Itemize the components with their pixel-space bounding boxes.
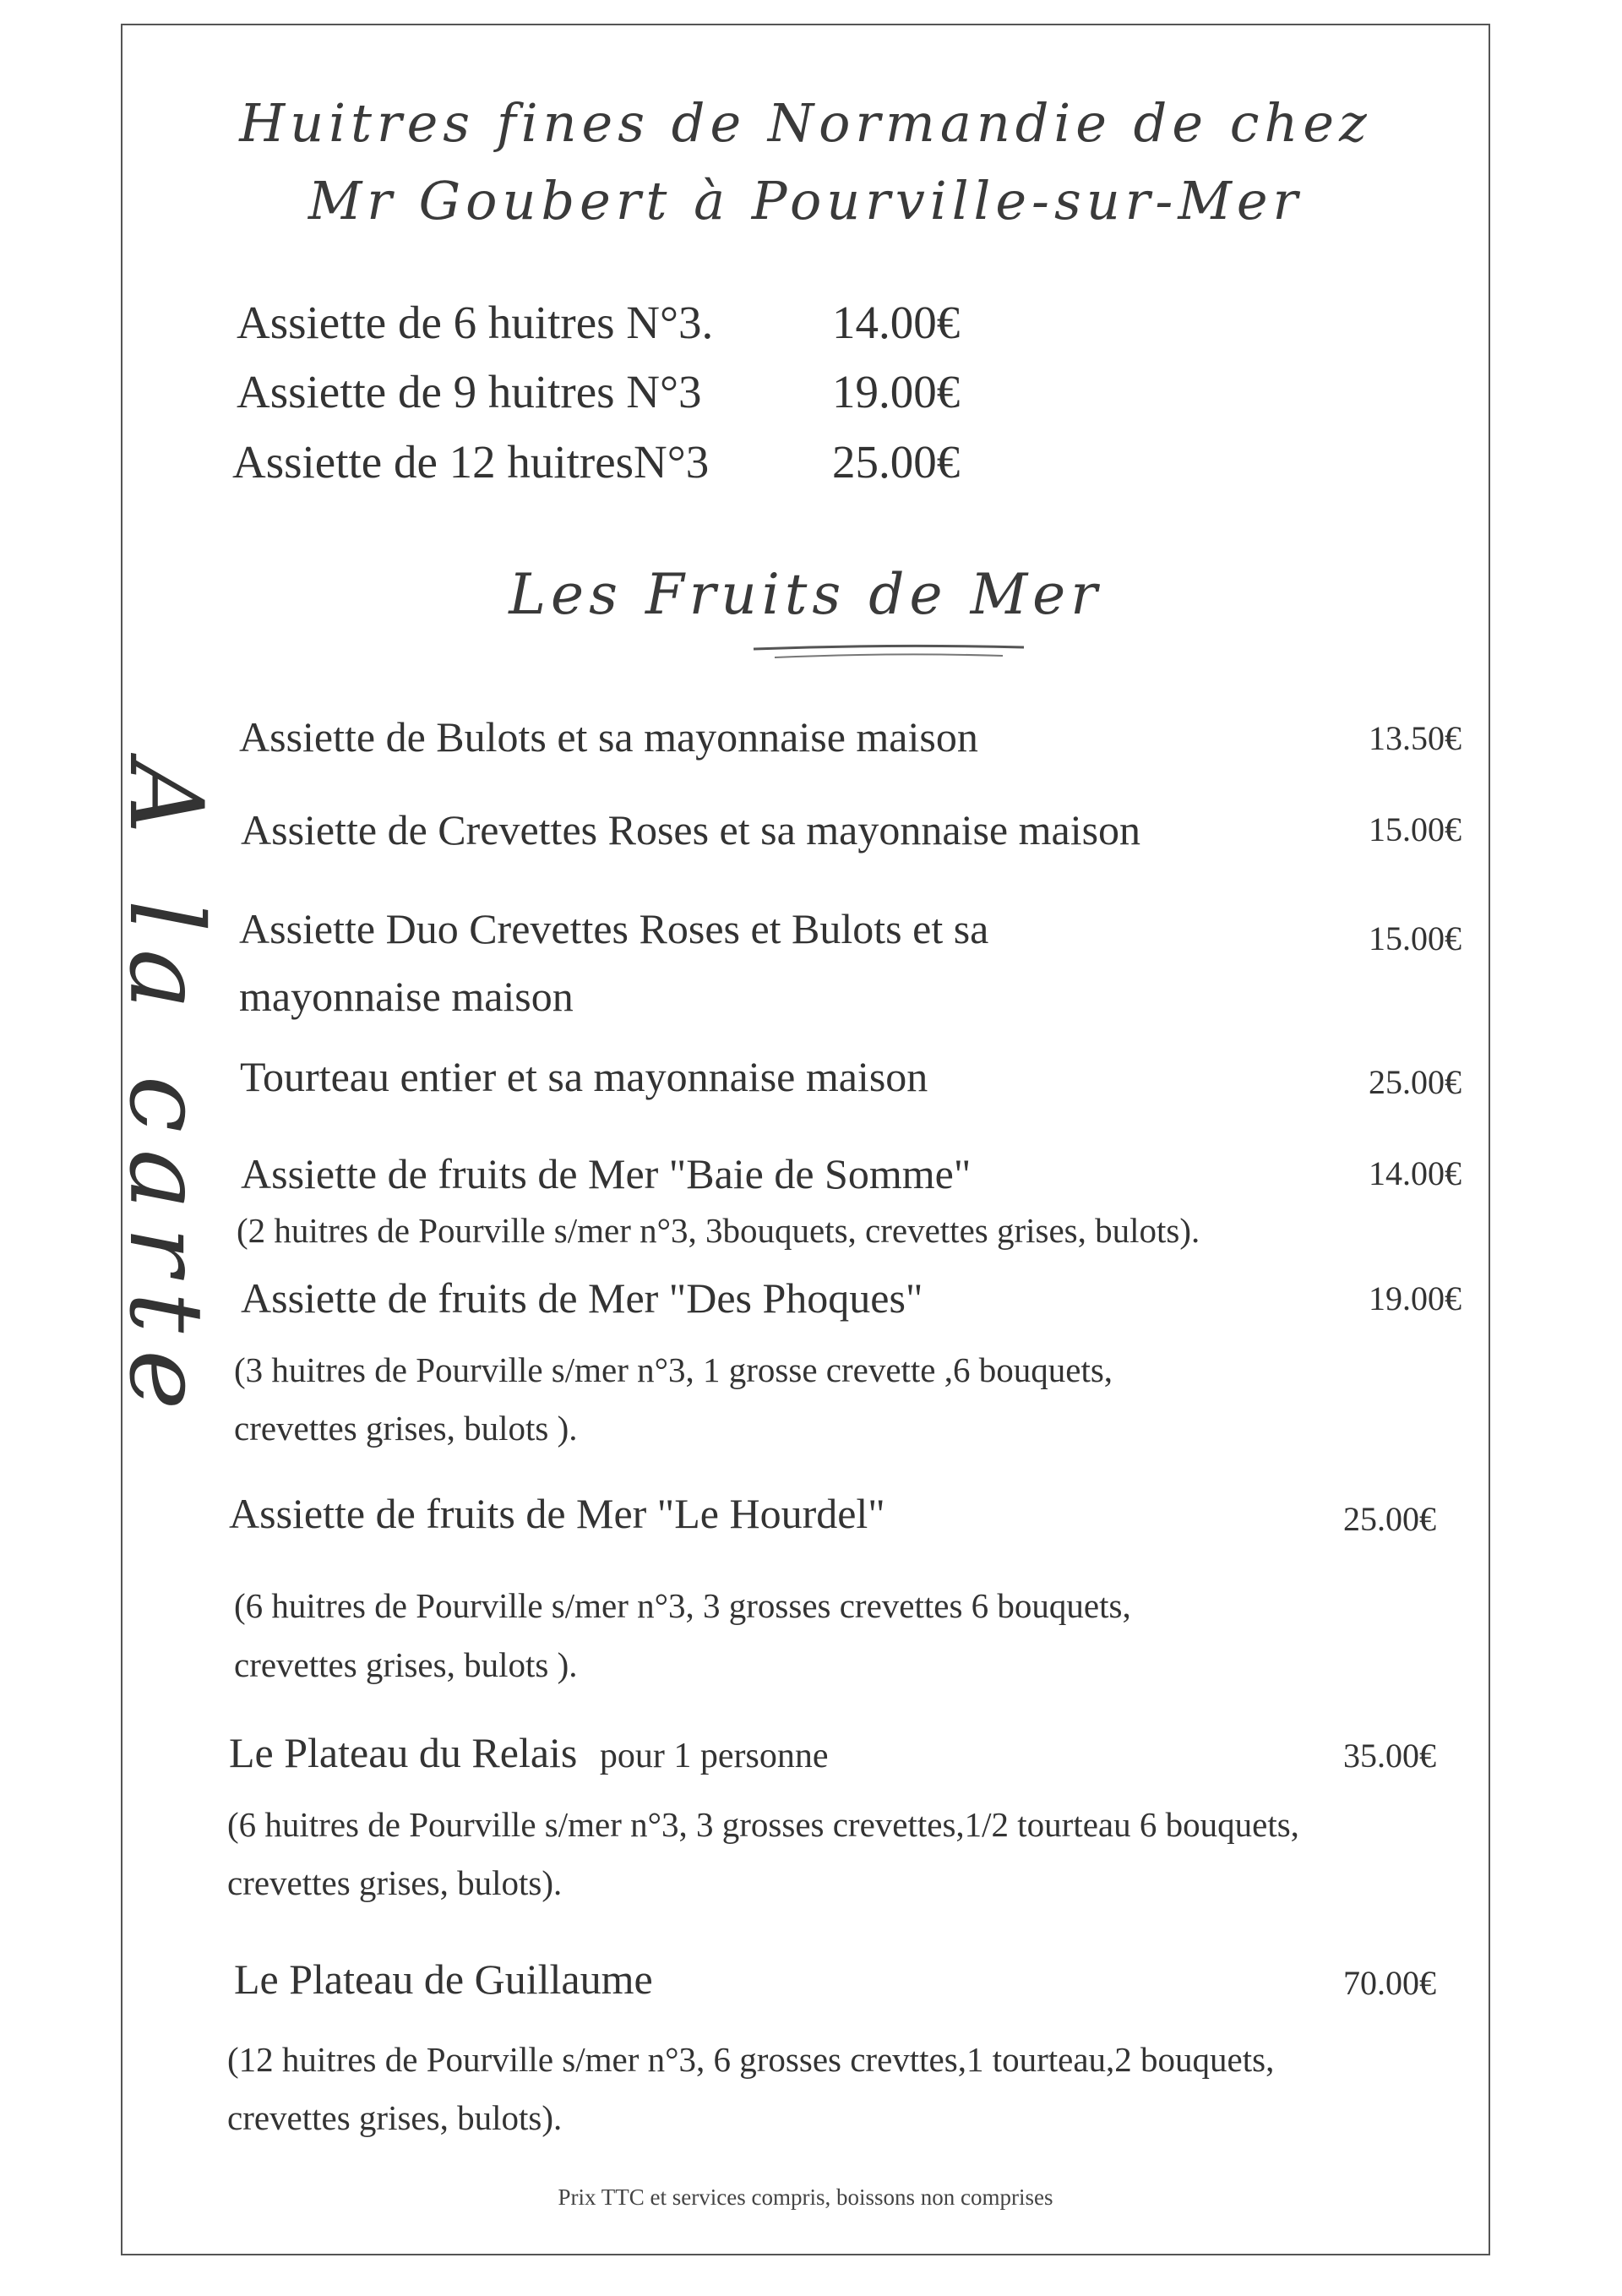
- menu-item-name: Le Plateau de Guillaume: [234, 1955, 653, 2003]
- oyster-name: Assiette de 9 huitres N°3: [237, 366, 702, 417]
- oyster-name: Assiette de 6 huitres N°3.: [237, 297, 714, 348]
- menu-item-description: crevettes grises, bulots).: [227, 2098, 563, 2137]
- menu-item-name: Assiette de fruits de Mer "Des Phoques": [241, 1274, 923, 1322]
- menu-frame: [121, 24, 1490, 2255]
- menu-item-name: Assiette de Bulots et sa mayonnaise maison: [239, 713, 978, 761]
- menu-item-subtitle: pour 1 personne: [599, 1737, 829, 1775]
- menu-item-name: Assiette de Crevettes Roses et sa mayonnaise maison: [241, 806, 1141, 854]
- menu-item-price: 15.00€: [1369, 810, 1461, 848]
- menu-item-price: 25.00€: [1369, 1063, 1461, 1101]
- menu-item-price: 14.00€: [1369, 1154, 1461, 1192]
- side-title: A la carte: [106, 761, 224, 1427]
- menu-item-name: Tourteau entier et sa mayonnaise maison: [240, 1053, 928, 1100]
- menu-item-description: (12 huitres de Pourville s/mer n°3, 6 grosses crevttes,1 tourteau,2 bouquets,: [227, 2040, 1275, 2079]
- menu-item-title: Le Plateau du Relais: [229, 1729, 578, 1776]
- menu-item-description: (6 huitres de Pourville s/mer n°3, 3 grosses crevettes,1/2 tourteau 6 bouquets,: [227, 1805, 1299, 1844]
- menu-item-name: Assiette de fruits de Mer "Baie de Somme": [241, 1150, 972, 1197]
- menu-item-price: 13.50€: [1369, 719, 1461, 757]
- menu-item-description: crevettes grises, bulots ).: [234, 1409, 578, 1448]
- title-underline-decoration: [749, 642, 1028, 663]
- menu-item-description: (3 huitres de Pourville s/mer n°3, 1 grosse crevette ,6 bouquets,: [234, 1350, 1113, 1389]
- menu-item-price: 35.00€: [1343, 1737, 1436, 1775]
- menu-item-description: (2 huitres de Pourville s/mer n°3, 3bouquets, crevettes grises, bulots).: [237, 1211, 1200, 1250]
- oyster-price: 19.00€: [832, 366, 961, 417]
- menu-item-name: Assiette Duo Crevettes Roses et Bulots et sa: [239, 905, 989, 952]
- footer-note: Prix TTC et services compris, boissons non comprises: [558, 2184, 1053, 2210]
- menu-item-name: Assiette de fruits de Mer "Le Hourdel": [229, 1490, 885, 1537]
- menu-item-description: crevettes grises, bulots).: [227, 1863, 563, 1902]
- menu-item-price: 19.00€: [1369, 1279, 1461, 1317]
- menu-item-price: 70.00€: [1343, 1964, 1436, 2002]
- heading-line-2: Mr Goubert à Pourville-sur-Mer: [308, 170, 1304, 232]
- menu-item-description: (6 huitres de Pourville s/mer n°3, 3 grosses crevettes 6 bouquets,: [234, 1586, 1131, 1625]
- menu-heading: [121, 85, 1490, 240]
- oyster-price: 14.00€: [832, 297, 961, 348]
- menu-item-name: [229, 1728, 829, 1777]
- heading-line-1: Huitres fines de Normandie de chez: [239, 92, 1372, 154]
- oyster-price: 25.00€: [832, 436, 961, 488]
- section-title: Les Fruits de Mer: [509, 562, 1102, 627]
- menu-item-price: 15.00€: [1369, 919, 1461, 957]
- menu-item-description: crevettes grises, bulots ).: [234, 1645, 578, 1684]
- oyster-name: Assiette de 12 huitresN°3: [232, 436, 710, 488]
- menu-item-name-continued: mayonnaise maison: [239, 973, 574, 1020]
- menu-item-price: 25.00€: [1343, 1500, 1436, 1538]
